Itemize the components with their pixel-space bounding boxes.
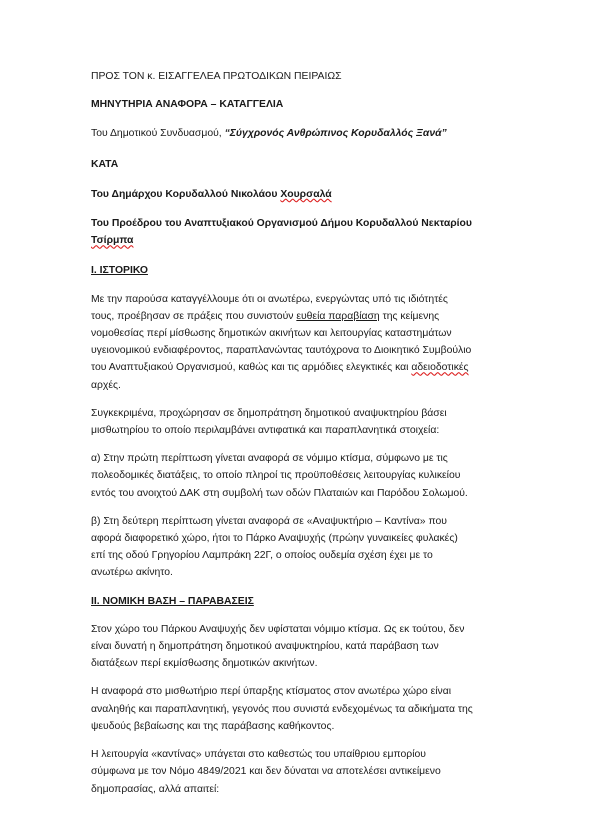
paragraph-line: Η αναφορά στο μισθωτήριο περί ύπαρξης κτίσματος στον ανωτέρω χώρο είναι: [91, 686, 452, 698]
paragraph-line: Στον χώρο του Πάρκου Αναψυχής δεν υφίσταται νόμιμο κτίσμα. Ως εκ τούτου, δεν: [91, 623, 465, 635]
paragraph-text: της κείμενης: [379, 310, 440, 322]
paragraph-line: υγειονομικού ενδιαφέροντος, παραπλανώντας ταυτόχρονα το Διοικητικό Συμβούλιο: [91, 345, 472, 357]
accused-1-surname: Χουρσαλά: [280, 188, 332, 200]
paragraph-line: σύμφωνα με τον Νόμο 4849/2021 και δεν δύναται να αποτελέσει αντικείμενο: [91, 766, 441, 778]
section-1-paragraph-3: [91, 450, 521, 502]
paragraph-line: αρχές.: [91, 379, 121, 391]
paragraph-line: Συγκεκριμένα, προχώρησαν σε δημοπράτηση δημοτικού αναψυκτηρίου βάσει: [91, 407, 447, 419]
misspelled-word: αδειοδοτικές: [411, 362, 469, 374]
accused-2-surname: Τσίρμπα: [91, 235, 134, 247]
against-text: ΚΑΤΑ: [91, 158, 119, 170]
document-type-text: ΜΗΝΥΤΗΡΙΑ ΑΝΑΦΟΡΑ – ΚΑΤΑΓΓΕΛΙΑ: [91, 99, 284, 111]
paragraph-text: τους, προέβησαν σε πράξεις που συνιστούν: [91, 310, 297, 322]
section-2-paragraph-1: [91, 621, 521, 673]
section-2-paragraph-2: [91, 683, 521, 735]
paragraph-line: ανωτέρω ακίνητο.: [91, 567, 173, 579]
complainant-prefix: Του Δημοτικού Συνδυασμού,: [91, 128, 225, 140]
section-2-title: [91, 593, 521, 610]
paragraph-line: δημοπρασίας, αλλά απαιτεί:: [91, 783, 220, 795]
accused-1: [91, 186, 521, 203]
section-2-paragraph-3: [91, 746, 521, 798]
paragraph-line: αναληθής και παραπλανητική, γεγονός που συνιστά ενδεχομένως τα αδικήματα της: [91, 703, 473, 715]
section-2-title-text: ΙΙ. ΝΟΜΙΚΗ ΒΑΣΗ – ΠΑΡΑΒΑΣΕΙΣ: [91, 595, 254, 607]
paragraph-line: εντός του ανοιχτού ΔΑΚ στη συμβολή των οδών Πλαταιών και Παρόδου Σολωμού.: [91, 487, 468, 499]
section-1-title: [91, 262, 521, 279]
paragraph-line: β) Στη δεύτερη περίπτωση γίνεται αναφορά σε «Αναψυκτήριο – Καντίνα» που: [91, 515, 447, 527]
paragraph-line: Με την παρούσα καταγγέλλουμε ότι οι ανωτέρω, ενεργώντας υπό τις ιδιότητές: [91, 293, 448, 305]
accused-2-line: Του Προέδρου του Αναπτυξιακού Οργανισμού Δήμου Κορυδαλλού Νεκταρίου: [91, 218, 472, 230]
section-1-paragraph-1: [91, 291, 521, 394]
accused-1-prefix: Του Δημάρχου Κορυδαλλού Νικολάου: [91, 188, 281, 200]
complainant-line: [91, 125, 521, 142]
accused-2: [91, 215, 521, 249]
paragraph-line: μισθωτηρίου το οποίο περιλαμβάνει αντιφατικά και παραπλανητικά στοιχεία:: [91, 425, 440, 437]
paragraph-line: α) Στην πρώτη περίπτωση γίνεται αναφορά σε νόμιμο κτίσμα, σύμφωνο με τις: [91, 453, 448, 465]
paragraph-text: του Αναπτυξιακού Οργανισμού, καθώς και τις αρμόδιες ελεγκτικές και: [91, 362, 412, 374]
paragraph-line: επί της οδού Γρηγορίου Λαμπράκη 22Γ, ο οποίος ουδεμία σχέση έχει με το: [91, 550, 433, 562]
section-1-paragraph-4: [91, 513, 521, 582]
paragraph-line: διατάξεων περί εκμίσθωσης δημοτικών ακινήτων.: [91, 658, 318, 670]
recipient-text: ΠΡΟΣ ΤΟΝ κ. ΕΙΣΑΓΓΕΛΕΑ ΠΡΩΤΟΔΙΚΩΝ ΠΕΙΡΑΙΩΣ: [91, 71, 342, 82]
complainant-name: “Σύγχρονός Ανθρώπινος Κορυδαλλός Ξανά”: [224, 128, 447, 140]
paragraph-line: Η λειτουργία «καντίνας» υπάγεται στο καθεστώς του υπαίθριου εμπορίου: [91, 749, 426, 761]
recipient-line: [91, 68, 521, 85]
document-body: [91, 68, 521, 809]
paragraph-line: είναι δυνατή η δημοπράτηση δημοτικού αναψυκτηρίου, κατά παράβαση των: [91, 641, 439, 653]
document-type-heading: [91, 96, 521, 113]
paragraph-line: νομοθεσίας περί μίσθωσης δημοτικών ακινήτων και λειτουργίας καταστημάτων: [91, 328, 452, 340]
underlined-phrase: ευθεία παραβίαση: [296, 310, 380, 322]
section-1-paragraph-2: [91, 405, 521, 439]
paragraph-line: αφορά διαφορετικό χώρο, ήτοι το Πάρκο Αναψυχής (πρώην γυναικείες φυλακές): [91, 533, 458, 545]
section-1-title-text: Ι. ΙΣΤΟΡΙΚΟ: [91, 265, 148, 277]
paragraph-line: πολεοδομικές διατάξεις, το οποίο πληροί τις προϋποθέσεις λειτουργίας κυλικείου: [91, 470, 461, 482]
paragraph-line: ψευδούς βεβαίωσης και της παράβασης καθήκοντος.: [91, 720, 335, 732]
against-heading: [91, 156, 521, 173]
